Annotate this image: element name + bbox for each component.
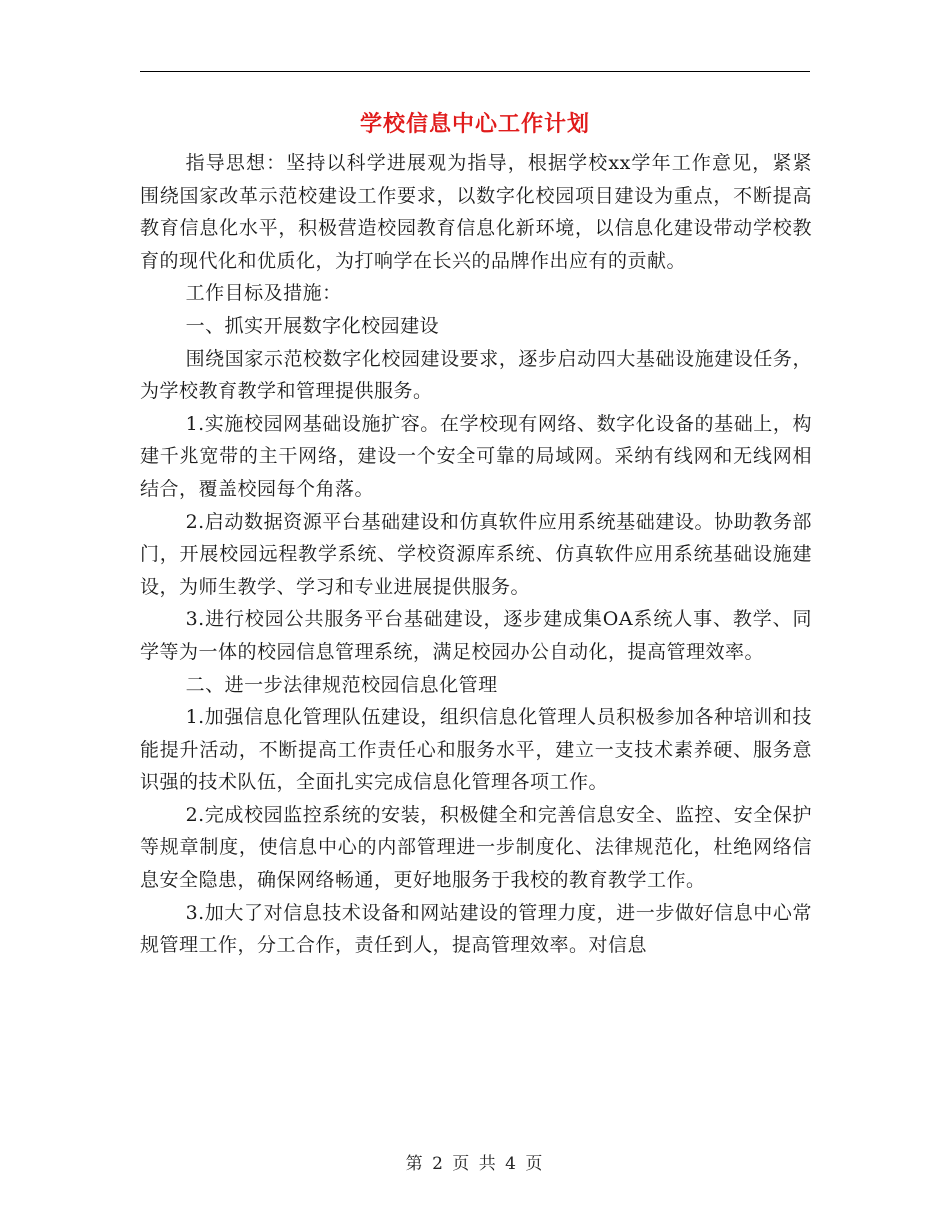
- document-body: [140, 147, 812, 962]
- paragraph-guiding-thought: 指导思想：坚持以科学进展观为指导，根据学校xx学年工作意见，紧紧围绕国家改革示范校建设工作要求，以数字化校园项目建设为重点，不断提高教育信息化水平，积极营造校园教育信息化新环境，以信息化建设带动学校教育的现代化和优质化，为打响学在长兴的品牌作出应有的贡献。: [140, 152, 812, 272]
- paragraph-item-1-2: 2.启动数据资源平台基础建设和仿真软件应用系统基础建设。协助教务部门，开展校园远程教学系统、学校资源库系统、仿真软件应用系统基础设施建设，为师生教学、学习和专业进展提供服务。: [140, 510, 812, 598]
- paragraph-item-2-1: 1.加强信息化管理队伍建设，组织信息化管理人员积极参加各种培训和技能提升活动，不断提高工作责任心和服务水平，建立一支技术素养硬、服务意识强的技术队伍，全面扎实完成信息化管理各项工作。: [140, 706, 812, 794]
- paragraph-section-1-intro: 围绕国家示范校数字化校园建设要求，逐步启动四大基础设施建设任务，为学校教育教学和管理提供服务。: [140, 347, 812, 403]
- paragraph-item-1-1: 1.实施校园网基础设施扩容。在学校现有网络、数字化设备的基础上，构建千兆宽带的主干网络，建设一个安全可靠的局域网。采纳有线网和无线网相结合，覆盖校园每个角落。: [140, 412, 812, 500]
- paragraph-item-1-3: 3.进行校园公共服务平台基础建设，逐步建成集OA系统人事、教学、同学等为一体的校园信息管理系统，满足校园办公自动化，提高管理效率。: [140, 608, 812, 663]
- header-rule: [140, 71, 810, 72]
- paragraph-goals-heading: 工作目标及措施：: [185, 282, 342, 305]
- paragraph-item-2-3: 3.加大了对信息技术设备和网站建设的管理力度，进一步做好信息中心常规管理工作，分工合作，责任到人，提高管理效率。对信息: [140, 901, 812, 957]
- section-heading-2: 二、进一步法律规范校园信息化管理: [185, 673, 498, 696]
- document-title: 学校信息中心工作计划: [359, 112, 590, 137]
- paragraph-item-2-2: 2.完成校园监控系统的安装，积极健全和完善信息安全、监控、安全保护等规章制度，使信息中心的内部管理进一步制度化、法律规范化，杜绝网络信息安全隐患，确保网络畅通，更好地服务于我校的教育教学工作。: [140, 803, 812, 892]
- page-number-footer: 第 2 页 共 4 页: [405, 1154, 545, 1174]
- section-heading-1: 一、抓实开展数字化校园建设: [185, 314, 440, 337]
